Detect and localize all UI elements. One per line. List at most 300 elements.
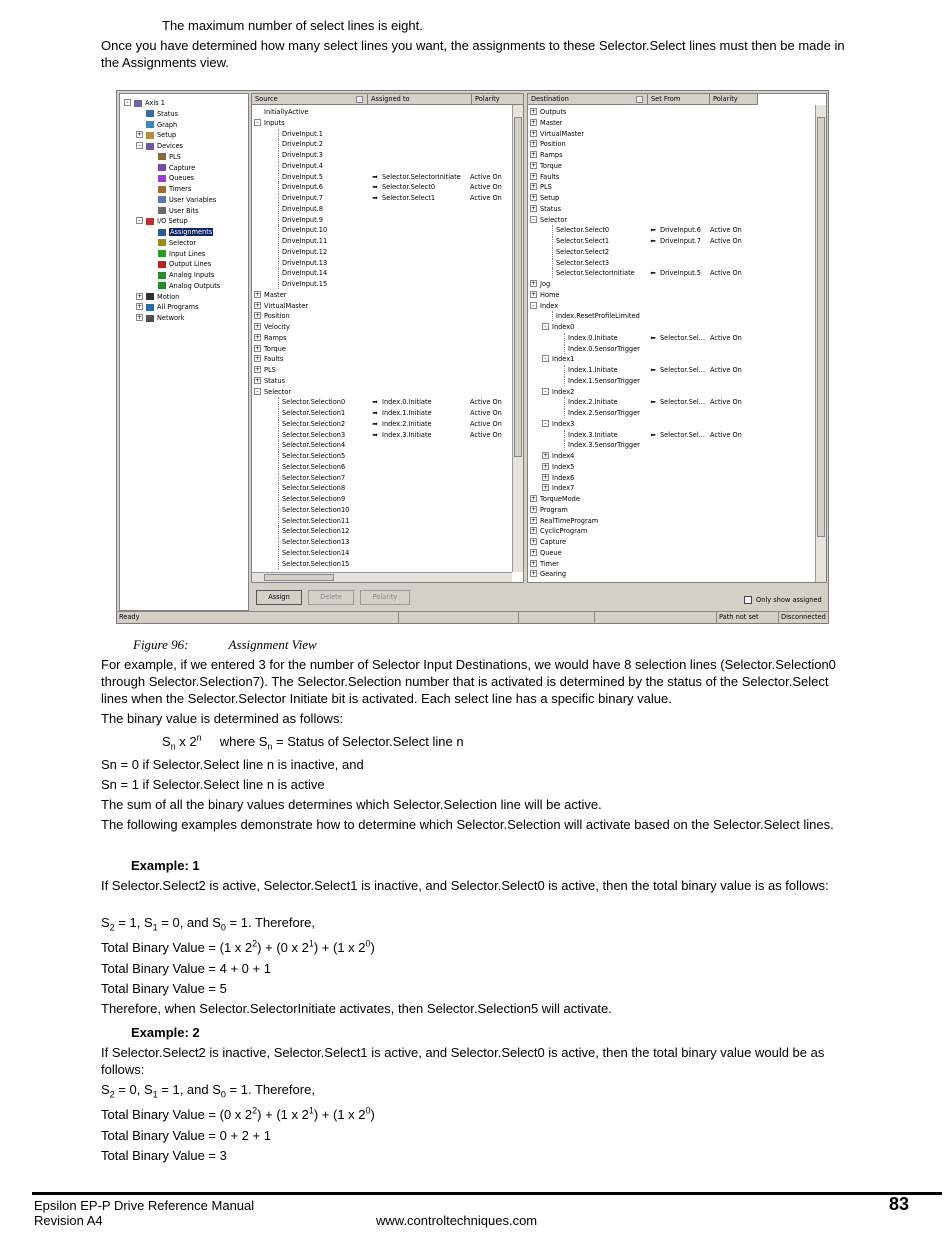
source-label: Inputs [264, 118, 285, 127]
destination-row[interactable] [528, 311, 816, 321]
expand-toggle-icon[interactable]: - [542, 355, 549, 362]
destination-row[interactable] [528, 118, 816, 128]
destination-label: Index.3.SensorTrigger [564, 440, 640, 450]
tree-item[interactable] [137, 292, 180, 302]
source-row[interactable] [252, 333, 514, 343]
expand-toggle-icon[interactable]: - [254, 119, 261, 126]
destination-row[interactable] [528, 258, 816, 268]
destination-vscrollbar[interactable] [815, 105, 826, 582]
tree-node-icon [158, 164, 166, 171]
expand-toggle-icon[interactable]: + [531, 161, 537, 169]
source-label: Selector.Selection5 [278, 451, 345, 461]
tree-item-label: Analog Outputs [169, 281, 221, 290]
polarity-header[interactable]: Polarity [472, 94, 524, 105]
expand-toggle-icon[interactable]: + [255, 344, 261, 352]
expand-toggle-icon[interactable]: + [531, 280, 537, 287]
arrow-left-icon: ⬅ [650, 366, 656, 374]
assignment-view-screenshot [116, 90, 829, 624]
expand-toggle-icon[interactable]: + [531, 559, 537, 567]
source-row[interactable] [252, 451, 514, 461]
source-label: Position [264, 312, 290, 321]
destination-label: Position [540, 140, 566, 149]
arrow-left-icon: ⬅ [650, 226, 656, 235]
destination-label: PLS [540, 183, 552, 192]
polarity-value: Active On [470, 430, 502, 439]
expand-toggle-icon[interactable]: + [531, 129, 537, 137]
source-row[interactable] [252, 440, 514, 450]
equation: $S_2 = 0$, $S_1 = 1$, and $S_0 = 1$. Therefore, [101, 1082, 315, 1100]
expand-toggle-icon[interactable]: + [137, 292, 143, 300]
tree-item[interactable] [146, 120, 177, 130]
equation: Total Binary Value = (0 x $2^2) + (1$ x $2^1) + (1$ x $2^0$) [101, 1105, 375, 1122]
source-label: DriveInput.10 [278, 225, 327, 235]
source-label: DriveInput.7 [278, 193, 323, 203]
destination-row[interactable] [528, 505, 816, 515]
set-from-header[interactable]: Set From [648, 94, 710, 105]
tree-item-label: Analog Inputs [169, 271, 215, 279]
tree-item-label: PLS [169, 152, 181, 161]
expand-toggle-icon[interactable]: + [531, 140, 537, 148]
destination-label: Index2 [552, 387, 575, 396]
tree-item[interactable] [137, 302, 199, 312]
destination-label: Gearing [540, 570, 567, 579]
source-label: DriveInput.11 [278, 236, 327, 246]
source-row[interactable] [252, 354, 514, 364]
destination-label: Master [540, 118, 563, 127]
destination-label: Program [540, 505, 568, 514]
destination-row[interactable] [528, 344, 816, 354]
expand-toggle-icon[interactable]: + [531, 527, 537, 535]
tree-item[interactable] [158, 195, 216, 205]
expand-toggle-icon[interactable]: + [531, 570, 537, 578]
destination-label: Index1 [552, 355, 575, 364]
expand-toggle-icon[interactable]: - [136, 142, 143, 149]
destination-row[interactable] [528, 494, 816, 504]
tree-node-icon [158, 250, 166, 257]
only-show-assigned-checkbox[interactable] [744, 596, 752, 604]
destination-row[interactable] [528, 236, 816, 246]
expand-toggle-icon[interactable]: + [137, 131, 143, 139]
set-from-value: Selector.Sel... [660, 366, 705, 374]
destination-label: Status [540, 204, 562, 213]
destination-row[interactable] [528, 473, 816, 483]
source-label: Velocity [264, 323, 290, 331]
tree-node-icon [158, 153, 166, 160]
tree-item[interactable] [137, 313, 185, 323]
expand-toggle-icon[interactable]: + [531, 172, 537, 180]
source-row[interactable] [252, 505, 514, 515]
source-row[interactable] [252, 526, 514, 536]
destination-row[interactable] [528, 247, 816, 257]
source-row[interactable] [252, 311, 514, 321]
destination-row[interactable] [528, 182, 816, 192]
assigned-to-value: Selector.Select1 [382, 194, 436, 202]
source-label: Selector.Selection2 [278, 419, 345, 429]
destination-row[interactable] [528, 172, 816, 182]
expand-toggle-icon[interactable]: - [542, 388, 549, 395]
expand-toggle-icon[interactable]: + [255, 290, 261, 298]
destination-label: RealTimeProgram [540, 516, 599, 525]
source-row[interactable] [252, 225, 514, 235]
page-number: 83 [889, 1194, 910, 1214]
expand-toggle-icon[interactable]: + [531, 108, 537, 115]
destination-label: Ramps [540, 151, 563, 159]
tree-item[interactable] [158, 163, 195, 173]
source-row[interactable] [252, 483, 514, 493]
tree-item[interactable] [158, 206, 199, 216]
tree-item-label: User Bits [169, 206, 199, 215]
destination-row[interactable] [528, 107, 816, 117]
set-from-value: DriveInput.6 [660, 226, 701, 235]
polarity-value: Active On [470, 183, 502, 192]
destination-row[interactable] [528, 322, 816, 332]
dest-polarity-header[interactable]: Polarity [710, 94, 758, 105]
source-row[interactable] [252, 268, 514, 278]
polarity-value: Active On [470, 419, 502, 428]
destination-row[interactable] [528, 129, 816, 139]
destination-label: Index0 [552, 323, 575, 331]
destination-label: TorqueMode [540, 495, 580, 503]
expand-toggle-icon[interactable]: + [531, 151, 537, 158]
paragraph: If Selector.Select2 is active, Selector.Select1 is inactive, and Selector.Select0 is active, then the total binary value is as follows: [101, 878, 829, 893]
destination-row[interactable] [528, 139, 816, 149]
source-label: DriveInput.5 [278, 172, 323, 182]
source-row[interactable] [252, 376, 514, 386]
figure-caption [133, 637, 317, 653]
status-bar [117, 611, 828, 623]
source-row[interactable] [252, 236, 514, 246]
tree-item-label: Timers [169, 185, 192, 193]
expand-toggle-icon[interactable]: + [137, 303, 143, 311]
expand-toggle-icon[interactable]: + [531, 495, 537, 502]
source-row[interactable] [252, 161, 514, 171]
tree-item-label: Status [157, 109, 179, 118]
assigned-to-value: Index.2.Initiate [382, 419, 432, 428]
source-row[interactable] [252, 215, 514, 225]
destination-row[interactable] [528, 204, 816, 214]
expand-toggle-icon[interactable]: + [531, 194, 537, 201]
tree-node-icon [146, 315, 154, 322]
polarity-value: Active On [710, 366, 742, 374]
destination-label: Index.3.Initiate [564, 430, 618, 440]
source-header[interactable]: Source [252, 94, 368, 105]
destination-row[interactable] [528, 150, 816, 160]
tree-item[interactable] [158, 249, 205, 259]
tree-item[interactable] [158, 270, 214, 280]
equation: Total Binary Value = (1 x $2^2) + (0$ x $2^1) + (1$ x $2^0$) [101, 938, 375, 955]
tree-item[interactable] [158, 281, 220, 291]
destination-row[interactable] [528, 387, 816, 397]
destination-label: Index7 [552, 484, 575, 493]
polarity-value: Active On [710, 269, 742, 278]
tree-item-label: Queues [169, 174, 195, 183]
source-label: DriveInput.3 [278, 150, 323, 160]
destination-label: Selector [540, 215, 568, 224]
destination-row[interactable] [528, 483, 816, 493]
destination-label: CyclicProgram [540, 527, 588, 536]
expand-toggle-icon[interactable]: + [137, 314, 143, 321]
paragraph: The following examples demonstrate how to determine which Selector.Selection will activate based on the Selector.Select lines. [101, 817, 834, 832]
tree-node-icon [134, 100, 142, 107]
tree-node-icon [158, 239, 166, 246]
source-row[interactable] [252, 473, 514, 483]
tree-item[interactable] [146, 109, 178, 119]
destination-label: Index3 [552, 419, 575, 428]
source-label: InitiallyActive [264, 108, 309, 116]
tree-node-icon [158, 261, 166, 268]
source-label: DriveInput.6 [278, 182, 323, 192]
expand-toggle-icon[interactable]: + [255, 301, 261, 309]
expand-toggle-icon[interactable]: + [531, 538, 537, 545]
destination-row[interactable] [528, 215, 816, 225]
polarity-value: Active On [470, 409, 502, 417]
expand-toggle-icon[interactable]: - [542, 420, 549, 427]
paragraph: The sum of all the binary values determines which Selector.Selection line will be active. [101, 797, 602, 812]
destination-row[interactable] [528, 225, 816, 235]
source-label: Selector.Selection14 [278, 548, 349, 558]
tree-item-label: Axis 1 [145, 99, 165, 107]
source-label: DriveInput.1 [278, 129, 323, 139]
source-row[interactable] [252, 344, 514, 354]
paragraph: Sn = 1 if Selector.Select line n is active [101, 777, 325, 792]
destination-label: Selector.SelectorInitiate [552, 268, 635, 278]
source-row[interactable] [252, 172, 514, 182]
expand-toggle-icon[interactable]: - [124, 99, 131, 106]
source-row[interactable] [252, 301, 514, 311]
figure-number: Figure 96: [133, 637, 189, 652]
source-label: DriveInput.8 [278, 204, 323, 214]
destination-label: Index5 [552, 462, 575, 471]
destination-pane[interactable] [527, 93, 827, 583]
tree-node-icon [146, 121, 154, 128]
polarity-value: Active On [710, 226, 742, 235]
source-row[interactable] [252, 204, 514, 214]
destination-label: Home [540, 290, 560, 299]
source-pane[interactable] [251, 93, 524, 583]
source-row[interactable] [252, 322, 514, 332]
assigned-to-value: Index.3.Initiate [382, 430, 432, 439]
assigned-to-value: Index.1.Initiate [382, 409, 432, 417]
expand-toggle-icon[interactable]: + [531, 183, 537, 191]
source-label: Selector.Selection9 [278, 494, 345, 504]
expand-toggle-icon[interactable]: + [255, 355, 261, 363]
source-hscrollbar[interactable] [252, 572, 512, 582]
destination-row[interactable] [528, 559, 816, 569]
expand-toggle-icon[interactable]: + [531, 204, 537, 212]
arrow-left-icon: ⬅ [650, 269, 656, 278]
source-row[interactable] [252, 139, 514, 149]
project-tree-pane[interactable] [119, 93, 249, 611]
source-label: Selector.Selection13 [278, 537, 349, 547]
tree-item[interactable] [126, 98, 165, 108]
source-label: Selector.Selection15 [278, 559, 349, 569]
expand-toggle-icon[interactable]: + [255, 323, 261, 330]
source-row[interactable] [252, 290, 514, 300]
assigned-to-value: Selector.Select0 [382, 183, 436, 192]
expand-toggle-icon[interactable]: + [255, 333, 261, 341]
tree-item[interactable] [158, 227, 213, 237]
source-row[interactable] [252, 279, 514, 289]
tree-item[interactable] [158, 184, 191, 194]
tree-node-icon [146, 293, 154, 300]
destination-label: Index4 [552, 452, 575, 460]
expand-toggle-icon[interactable]: - [136, 217, 143, 224]
destination-label: Index.ResetProfileLimited [552, 311, 640, 321]
figure-title: Assignment View [228, 637, 317, 652]
source-label: Ramps [264, 333, 287, 342]
destination-row[interactable] [528, 462, 816, 472]
only-show-assigned-option[interactable] [744, 596, 822, 604]
example-1-title: Example: 1 [131, 858, 200, 873]
source-row[interactable] [252, 365, 514, 375]
polarity-value: Active On [710, 398, 742, 407]
assigned-to-header[interactable]: Assigned to [368, 94, 472, 105]
destination-row[interactable] [528, 365, 816, 375]
destination-row[interactable] [528, 569, 816, 579]
destination-row[interactable] [528, 440, 816, 450]
expand-toggle-icon[interactable]: - [254, 388, 261, 395]
destination-header[interactable]: Destination [528, 94, 648, 105]
expand-toggle-icon[interactable]: + [543, 484, 549, 492]
set-from-value: DriveInput.7 [660, 237, 701, 245]
source-label: Selector.Selection7 [278, 473, 345, 483]
source-label: Selector.Selection8 [278, 483, 345, 493]
tree-item[interactable] [138, 141, 183, 151]
arrow-right-icon: ➡ [372, 430, 378, 439]
source-row[interactable] [252, 494, 514, 504]
source-row[interactable] [252, 559, 514, 569]
destination-label: Index [540, 301, 559, 310]
source-row[interactable] [252, 118, 514, 128]
expand-toggle-icon[interactable]: + [543, 462, 549, 470]
arrow-right-icon: ➡ [372, 172, 378, 181]
destination-row[interactable] [528, 526, 816, 536]
destination-row[interactable] [528, 290, 816, 300]
destination-label: Torque [540, 161, 562, 170]
destination-label: Capture [540, 538, 567, 546]
source-row[interactable] [252, 107, 514, 117]
destination-row[interactable] [528, 451, 816, 461]
source-row[interactable] [252, 193, 514, 203]
assigned-to-value: Index.0.Initiate [382, 398, 432, 407]
expand-toggle-icon[interactable]: + [543, 473, 549, 481]
equation: Total Binary Value = 5 [101, 981, 227, 996]
destination-row[interactable] [528, 354, 816, 364]
footer-url: www.controltechniques.com [376, 1213, 538, 1228]
source-row[interactable] [252, 419, 514, 429]
arrow-left-icon: ⬅ [650, 430, 656, 439]
destination-row[interactable] [528, 193, 816, 203]
destination-row[interactable] [528, 397, 816, 407]
source-row[interactable] [252, 462, 514, 472]
source-row[interactable] [252, 516, 514, 526]
expand-toggle-icon[interactable]: + [531, 290, 537, 298]
source-row[interactable] [252, 548, 514, 558]
destination-label: VirtualMaster [540, 129, 585, 138]
expand-toggle-icon[interactable]: + [531, 118, 537, 126]
footer-rule [32, 1192, 942, 1195]
destination-row[interactable] [528, 268, 816, 278]
expand-toggle-icon[interactable]: + [255, 376, 261, 384]
destination-row[interactable] [528, 301, 816, 311]
source-row[interactable] [252, 397, 514, 407]
destination-row[interactable] [528, 419, 816, 429]
expand-toggle-icon[interactable]: + [531, 505, 537, 513]
destination-row[interactable] [528, 516, 816, 526]
tree-item[interactable] [158, 173, 194, 183]
expand-toggle-icon[interactable]: - [542, 323, 549, 330]
source-row[interactable] [252, 537, 514, 547]
destination-row[interactable] [528, 408, 816, 418]
expand-toggle-icon[interactable]: - [530, 216, 537, 223]
tree-item[interactable] [158, 259, 211, 269]
destination-label: Faults [540, 172, 560, 181]
formula: $S_n$ x 2$^n$ where $S_n$ = Status of Selector.Select line n [162, 732, 464, 752]
source-row[interactable] [252, 430, 514, 440]
expand-toggle-icon[interactable]: + [543, 452, 549, 459]
tree-node-icon [146, 132, 154, 139]
polarity-button[interactable]: Polarity [360, 590, 410, 605]
source-row[interactable] [252, 182, 514, 192]
source-row[interactable] [252, 387, 514, 397]
destination-row[interactable] [528, 161, 816, 171]
tree-node-icon [146, 218, 154, 225]
assigned-to-value: Selector.SelectorInitiate [382, 172, 461, 181]
tree-node-icon [158, 207, 166, 214]
source-label: Selector.Selection4 [278, 440, 345, 450]
source-label: Selector.Selection10 [278, 505, 349, 515]
expand-toggle-icon[interactable]: + [255, 366, 261, 373]
expand-toggle-icon[interactable]: + [531, 516, 537, 524]
source-row[interactable] [252, 129, 514, 139]
expand-toggle-icon[interactable]: + [531, 548, 537, 556]
tree-item[interactable] [138, 216, 188, 226]
destination-row[interactable] [528, 430, 816, 440]
expand-toggle-icon[interactable]: + [255, 312, 261, 320]
paragraph: Therefore, when Selector.SelectorInitiate activates, then Selector.Selection5 will activate. [101, 1001, 612, 1016]
delete-button[interactable]: Delete [308, 590, 354, 605]
tree-item-label: I/O Setup [157, 217, 188, 226]
tree-item[interactable] [137, 130, 177, 140]
source-label: Master [264, 290, 287, 299]
equation: Total Binary Value = 3 [101, 1148, 227, 1163]
tree-item-label: Output Lines [169, 260, 212, 269]
arrow-right-icon: ➡ [372, 194, 378, 202]
tree-item-label: Capture [169, 163, 196, 172]
destination-row[interactable] [528, 333, 816, 343]
destination-row[interactable] [528, 376, 816, 386]
tree-item-label: Network [157, 314, 185, 322]
source-row[interactable] [252, 258, 514, 268]
source-label: PLS [264, 366, 276, 374]
source-row[interactable] [252, 247, 514, 257]
source-row[interactable] [252, 150, 514, 160]
tree-item[interactable] [158, 238, 196, 248]
expand-toggle-icon[interactable]: - [530, 302, 537, 309]
assign-button[interactable]: Assign [256, 590, 302, 605]
source-row[interactable] [252, 408, 514, 418]
footer-revision: Revision A4 [34, 1213, 103, 1228]
status-cell [595, 612, 717, 624]
equation: Total Binary Value = 4 + 0 + 1 [101, 961, 271, 976]
tree-node-icon [158, 196, 166, 203]
destination-row[interactable] [528, 537, 816, 547]
set-from-value: Selector.Sel... [660, 398, 705, 407]
tree-item[interactable] [158, 152, 181, 162]
example-2-title: Example: 2 [131, 1025, 200, 1040]
destination-row[interactable] [528, 279, 816, 289]
destination-row[interactable] [528, 548, 816, 558]
